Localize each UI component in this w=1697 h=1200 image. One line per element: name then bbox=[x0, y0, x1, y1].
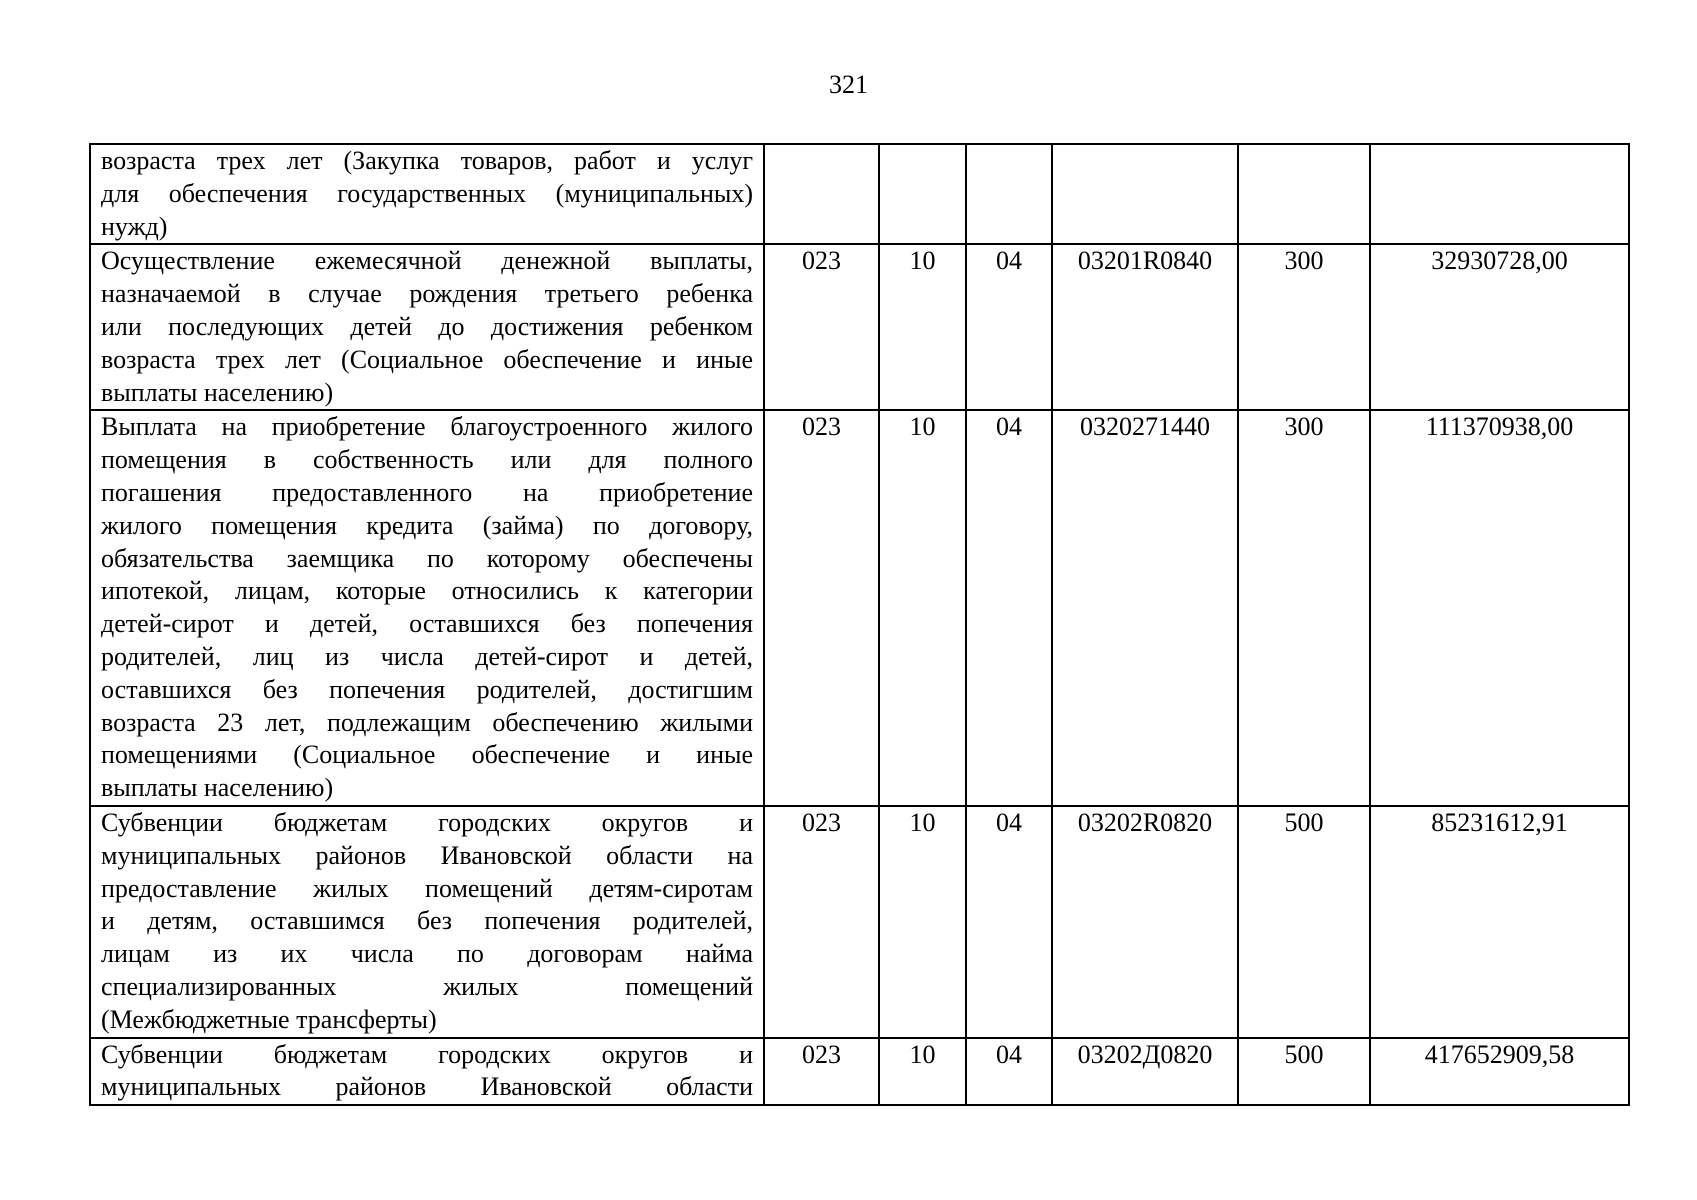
description-line: родителей, лиц из числа детей-сирот и детей, bbox=[101, 641, 753, 671]
cell-vr: 500 bbox=[1238, 1038, 1370, 1106]
description-line: предоставление жилых помещений детям-сиротам bbox=[101, 873, 753, 903]
cell-gr: 023 bbox=[764, 806, 879, 1038]
description-line: и детям, оставшимся без попечения родителей, bbox=[101, 906, 753, 936]
cell-rz: 10 bbox=[879, 244, 966, 410]
cell-csr: 03202R0820 bbox=[1052, 806, 1238, 1038]
cell-pr: 04 bbox=[966, 244, 1052, 410]
cell-gr: 023 bbox=[764, 410, 879, 806]
description-line: выплаты населению) bbox=[101, 773, 334, 803]
description-line: ипотекой, лицам, которые относились к категории bbox=[101, 576, 753, 606]
cell-sum: 417652909,58 bbox=[1370, 1038, 1629, 1106]
description-line: Осуществление ежемесячной денежной выплаты, bbox=[101, 246, 753, 276]
cell-sum: 32930728,00 bbox=[1370, 244, 1629, 410]
cell-vr bbox=[1238, 144, 1370, 244]
row-description bbox=[90, 410, 764, 806]
description-line: Субвенции бюджетам городских округов и bbox=[101, 807, 753, 837]
cell-pr bbox=[966, 144, 1052, 244]
page-number: 321 bbox=[829, 70, 868, 99]
cell-csr: 03201R0840 bbox=[1052, 244, 1238, 410]
description-line: нужд) bbox=[101, 211, 168, 241]
cell-rz: 10 bbox=[879, 410, 966, 806]
description-line: или последующих детей до достижения ребенком bbox=[101, 311, 753, 341]
cell-pr: 04 bbox=[966, 410, 1052, 806]
description-line: жилого помещения кредита (займа) по договору, bbox=[101, 510, 753, 540]
cell-sum: 85231612,91 bbox=[1370, 806, 1629, 1038]
cell-pr: 04 bbox=[966, 806, 1052, 1038]
description-line: детей-сирот и детей, оставшихся без попечения bbox=[101, 609, 753, 639]
cell-csr: 0320271440 bbox=[1052, 410, 1238, 806]
cell-pr: 04 bbox=[966, 1038, 1052, 1106]
cell-vr: 500 bbox=[1238, 806, 1370, 1038]
row-description bbox=[90, 144, 764, 244]
description-line: (Межбюджетные трансферты) bbox=[101, 1004, 437, 1034]
cell-vr: 300 bbox=[1238, 244, 1370, 410]
description-line: выплаты населению) bbox=[101, 377, 334, 407]
description-line: возраста трех лет (Закупка товаров, работ и услуг bbox=[101, 146, 753, 175]
cell-csr: 03202Д0820 bbox=[1052, 1038, 1238, 1106]
description-line: специализированных жилых помещений bbox=[101, 971, 753, 1001]
description-line: помещениями (Социальное обеспечение и иные bbox=[101, 740, 753, 770]
cell-rz: 10 bbox=[879, 806, 966, 1038]
description-line: для обеспечения государственных (муниципальных) bbox=[101, 178, 753, 208]
description-line: назначаемой в случае рождения третьего ребенка bbox=[101, 279, 753, 309]
description-line: муниципальных районов Ивановской области bbox=[101, 1072, 753, 1102]
description-line: Субвенции бюджетам городских округов и bbox=[101, 1039, 753, 1069]
row-description bbox=[90, 244, 764, 410]
cell-gr: 023 bbox=[764, 1038, 879, 1106]
cell-sum bbox=[1370, 144, 1629, 244]
cell-rz: 10 bbox=[879, 1038, 966, 1106]
description-line: лицам из их числа по договорам найма bbox=[101, 939, 753, 969]
row-description bbox=[90, 806, 764, 1038]
description-line: оставшихся без попечения родителей, достигшим bbox=[101, 674, 753, 704]
table-row bbox=[90, 1038, 1629, 1106]
description-line: обязательства заемщика по которому обеспечены bbox=[101, 543, 753, 573]
description-line: погашения предоставленного на приобретение bbox=[101, 477, 753, 507]
row-description bbox=[90, 1038, 764, 1106]
description-line: возраста трех лет (Социальное обеспечение и иные bbox=[101, 344, 753, 374]
cell-gr: 023 bbox=[764, 244, 879, 410]
table-row bbox=[90, 806, 1629, 1038]
description-line: возраста 23 лет, подлежащим обеспечению жилыми bbox=[101, 707, 753, 737]
cell-sum: 111370938,00 bbox=[1370, 410, 1629, 806]
description-line: муниципальных районов Ивановской области на bbox=[101, 840, 753, 870]
cell-rz bbox=[879, 144, 966, 244]
description-line: помещения в собственность или для полного bbox=[101, 445, 753, 475]
budget-table bbox=[89, 143, 1630, 1106]
table-row bbox=[90, 144, 1629, 244]
cell-vr: 300 bbox=[1238, 410, 1370, 806]
table-row bbox=[90, 410, 1629, 806]
cell-gr bbox=[764, 144, 879, 244]
table-body bbox=[90, 144, 1629, 1105]
cell-csr bbox=[1052, 144, 1238, 244]
description-line: Выплата на приобретение благоустроенного жилого bbox=[101, 412, 753, 442]
table-row bbox=[90, 244, 1629, 410]
